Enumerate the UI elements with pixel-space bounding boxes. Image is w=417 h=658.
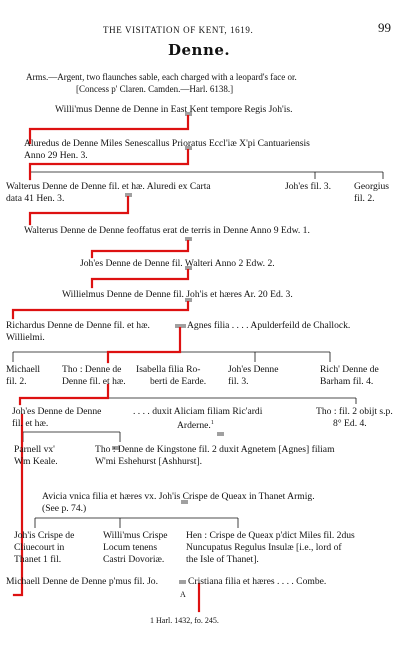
entry-johis-crispe-line1: Joh'is Crispe de: [14, 530, 75, 541]
entry-agnes: Agnes filia . . . . Apulderfeild de Challock.: [187, 320, 351, 331]
entry-aluredus-line2: Anno 29 Hen. 3.: [24, 150, 88, 161]
entry-walterus-line1: Walterus Denne de Denne fil. et hæ. Aluredi ex Carta: [6, 181, 211, 192]
page-number: 99: [378, 20, 391, 35]
entry-isabella-line1: Isabella filia Ro-: [136, 364, 201, 375]
entry-johes-denne-line1: Joh'es Denne de Denne: [12, 406, 102, 417]
entry-michaell-denne: Michaell Denne de Denne p'mus fil. Jo.: [6, 576, 158, 587]
arms-blazon: Arms.—Argent, two flaunches sable, each charged with a leopard's face or.: [26, 72, 297, 82]
entry-willielmus-denne: Willielmus Denne de Denne fil. Joh'is et hæres Ar. 20 Ed. 3.: [62, 289, 293, 300]
entry-isabella-line2: berti de Earde.: [150, 376, 207, 387]
entry-parnell-line2: Wm Keale.: [14, 456, 58, 467]
entry-richardus-line2: Willielmi.: [6, 332, 45, 343]
entry-willimus-crispe-line3: Castri Dovoriæ.: [103, 554, 165, 565]
entry-avicia-line1: Avicia vnica filia et hæres vx. Joh'is Crispe de Queax in Thanet Armig.: [42, 491, 315, 502]
entry-tho-kingstone-line2: W'mi Eshehurst [Ashhurst].: [95, 456, 202, 467]
entry-michaell-line2: fil. 2.: [6, 376, 27, 387]
entry-michaell-line1: Michaell: [6, 364, 41, 375]
entry-rich-barham-line1: Rich' Denne de: [320, 364, 379, 375]
entry-georgius-line2: fil. 2.: [354, 193, 375, 204]
entry-richardus-line1: Richardus Denne de Denne fil. et hæ.: [6, 320, 150, 331]
entry-rich-barham-line2: Barham fil. 4.: [320, 376, 374, 387]
entry-johes-fil3b-line2: fil. 3.: [228, 376, 249, 387]
continuation-marker: A: [180, 590, 186, 599]
entry-walterus-line2: data 41 Hen. 3.: [6, 193, 65, 204]
entry-johis-crispe-line2: Cliuecourt in: [14, 542, 65, 553]
entry-william-denne: Willi'mus Denne de Denne in East Kent tempore Regis Joh'is.: [55, 104, 293, 115]
entry-johes-denne: Joh'es Denne de Denne fil. Walteri Anno 2 Edw. 2.: [80, 258, 275, 269]
entry-tho-fil2-line2: 8° Ed. 4.: [333, 418, 367, 429]
entry-hen-crispe-line1: Hen : Crispe de Queax p'dict Miles fil. 2dus: [186, 530, 355, 541]
entry-alicia-line2: Arderne.$^1$: [177, 420, 214, 432]
entry-walterus-feoffatus: Walterus Denne de Denne feoffatus erat de terris in Denne Anno 9 Edw. 1.: [24, 225, 310, 236]
entry-georgius-line1: Georgius: [354, 181, 389, 192]
entry-johis-crispe-line3: Thanet 1 fil.: [14, 554, 62, 565]
family-title: Denne.: [168, 41, 231, 59]
entry-tho-denne-line1: Tho : Denne de: [62, 364, 122, 375]
entry-cristiana: Cristiana filia et hæres . . . . Combe.: [188, 576, 327, 587]
running-title: THE VISITATION OF KENT, 1619.: [103, 25, 254, 35]
entry-tho-denne-line2: Denne fil. et hæ.: [62, 376, 126, 387]
entry-johes-fil3: Joh'es fil. 3.: [285, 181, 331, 192]
entry-johes-fil3b-line1: Joh'es Denne: [228, 364, 279, 375]
arms-grant: [Concess p' Claren. Camden.—Harl. 6138.]: [76, 84, 234, 94]
entry-avicia-line2: (See p. 74.): [42, 503, 87, 514]
entry-tho-fil2-line1: Tho : fil. 2 obijt s.p.: [316, 406, 393, 417]
entry-willimus-crispe-line2: Locum tenens: [103, 542, 158, 553]
entry-hen-crispe-line3: the Isle of Thanet].: [186, 554, 259, 565]
entry-hen-crispe-line2: Nuncupatus Regulus Insulæ [i.e., lord of: [186, 542, 342, 553]
entry-johes-denne-line2: fil. et hæ.: [12, 418, 49, 429]
footnote: 1 Harl. 1432, fo. 245.: [150, 616, 219, 625]
entry-tho-kingstone-line1: Tho : Denne de Kingstone fil. 2 duxit Agnetem [Agnes] filiam: [95, 444, 335, 455]
entry-willimus-crispe-line1: Willi'mus Crispe: [103, 530, 168, 541]
entry-parnell-line1: Parnell vx': [14, 444, 55, 455]
entry-alicia-line1: . . . . duxit Aliciam filiam Ric'ardi: [133, 406, 263, 417]
entry-aluredus-line1: Aluredus de Denne Miles Senescallus Prioratus Eccl'iæ X'pi Cantuariensis: [24, 138, 310, 149]
